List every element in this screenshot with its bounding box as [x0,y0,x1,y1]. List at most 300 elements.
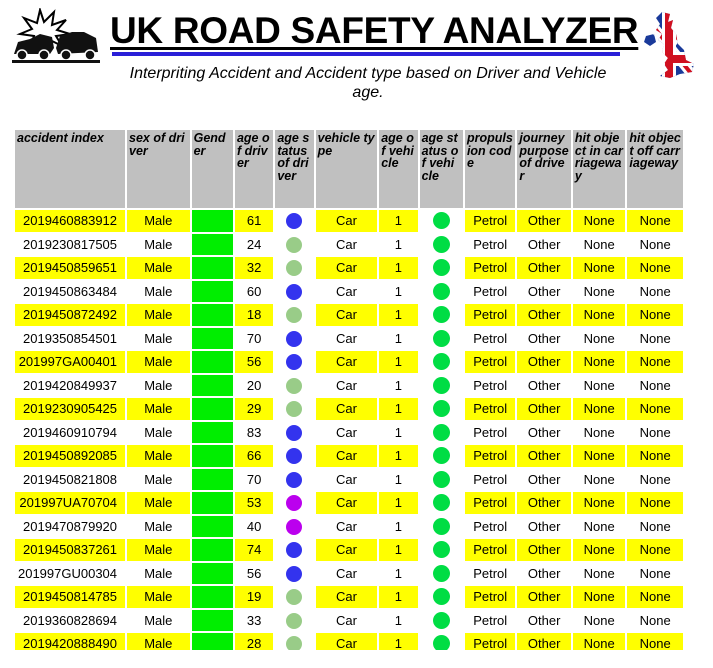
hit-object-in-cell: None [573,422,625,444]
hit-object-in-cell: None [573,328,625,350]
hit-object-off-cell: None [627,469,683,491]
vehicle-age-cell: 1 [379,563,417,585]
driver-age-cell: 32 [235,257,273,279]
column-header: journey purpose of driver [517,130,570,208]
hit-object-off-cell: None [627,281,683,303]
propulsion-cell: Petrol [465,210,515,232]
vehicle-age-status-cell [420,563,463,585]
vehicle-status-dot-icon [433,236,450,253]
hit-object-off-cell: None [627,563,683,585]
vehicle-age-cell: 1 [379,398,417,420]
vehicle-age-status-cell [420,445,463,467]
driver-age-status-cell [275,328,313,350]
table-row [15,398,683,420]
driver-age-cell: 19 [235,586,273,608]
gender-cell [192,281,233,303]
vehicle-age-cell: 1 [379,610,417,632]
propulsion-cell: Petrol [465,563,515,585]
driver-age-cell: 60 [235,281,273,303]
hit-object-off-cell: None [627,304,683,326]
journey-purpose-cell: Other [517,422,570,444]
uk-map-flag-icon [640,10,698,82]
vehicle-age-cell: 1 [379,586,417,608]
driver-age-status-cell [275,586,313,608]
accident-index-cell: 2019450863484 [15,281,125,303]
vehicle-age-status-cell [420,351,463,373]
propulsion-cell: Petrol [465,398,515,420]
gender-cell [192,445,233,467]
column-header: accident index [15,130,125,208]
vehicle-status-dot-icon [433,447,450,464]
propulsion-cell: Petrol [465,257,515,279]
sex-cell: Male [127,210,190,232]
status-dot-icon [286,472,302,488]
propulsion-cell: Petrol [465,633,515,650]
sex-cell: Male [127,586,190,608]
journey-purpose-cell: Other [517,398,570,420]
propulsion-cell: Petrol [465,445,515,467]
column-header: age of vehicle [379,130,417,208]
sex-cell: Male [127,492,190,514]
status-dot-icon [286,566,302,582]
propulsion-cell: Petrol [465,469,515,491]
sex-cell: Male [127,375,190,397]
propulsion-cell: Petrol [465,328,515,350]
hit-object-in-cell: None [573,610,625,632]
sex-cell: Male [127,234,190,256]
status-dot-icon [286,401,302,417]
hit-object-in-cell: None [573,563,625,585]
driver-age-cell: 18 [235,304,273,326]
hit-object-off-cell: None [627,492,683,514]
driver-age-status-cell [275,445,313,467]
vehicle-type-cell: Car [316,610,378,632]
vehicle-age-cell: 1 [379,351,417,373]
propulsion-cell: Petrol [465,422,515,444]
sex-cell: Male [127,633,190,650]
table-row [15,563,683,585]
vehicle-age-cell: 1 [379,234,417,256]
vehicle-age-status-cell [420,398,463,420]
propulsion-cell: Petrol [465,234,515,256]
table-row [15,328,683,350]
vehicle-age-status-cell [420,469,463,491]
vehicle-age-cell: 1 [379,469,417,491]
vehicle-age-cell: 1 [379,445,417,467]
sex-cell: Male [127,398,190,420]
vehicle-status-dot-icon [433,212,450,229]
hit-object-in-cell: None [573,304,625,326]
driver-age-status-cell [275,469,313,491]
status-dot-icon [286,260,302,276]
vehicle-type-cell: Car [316,304,378,326]
hit-object-off-cell: None [627,539,683,561]
gender-cell [192,304,233,326]
gender-cell [192,351,233,373]
column-header: hit object off carriageway [627,130,683,208]
status-dot-icon [286,519,302,535]
vehicle-type-cell: Car [316,445,378,467]
hit-object-off-cell: None [627,234,683,256]
driver-age-cell: 28 [235,633,273,650]
accident-index-cell: 2019350854501 [15,328,125,350]
driver-age-cell: 66 [235,445,273,467]
table-row [15,234,683,256]
accident-index-cell: 2019450872492 [15,304,125,326]
hit-object-off-cell: None [627,257,683,279]
vehicle-age-status-cell [420,281,463,303]
sex-cell: Male [127,351,190,373]
hit-object-in-cell: None [573,281,625,303]
status-dot-icon [286,284,302,300]
sex-cell: Male [127,516,190,538]
column-header: vehicle type [316,130,378,208]
vehicle-type-cell: Car [316,586,378,608]
accident-index-cell: 2019460910794 [15,422,125,444]
journey-purpose-cell: Other [517,351,570,373]
driver-age-status-cell [275,375,313,397]
status-dot-icon [286,542,302,558]
vehicle-status-dot-icon [433,588,450,605]
status-dot-icon [286,237,302,253]
hit-object-in-cell: None [573,257,625,279]
table-row [15,610,683,632]
vehicle-type-cell: Car [316,422,378,444]
gender-cell [192,563,233,585]
gender-cell [192,328,233,350]
hit-object-in-cell: None [573,586,625,608]
vehicle-status-dot-icon [433,330,450,347]
vehicle-type-cell: Car [316,539,378,561]
driver-age-status-cell [275,210,313,232]
status-dot-icon [286,448,302,464]
hit-object-off-cell: None [627,610,683,632]
vehicle-age-status-cell [420,210,463,232]
hit-object-in-cell: None [573,492,625,514]
sex-cell: Male [127,469,190,491]
vehicle-age-cell: 1 [379,516,417,538]
gender-cell [192,234,233,256]
propulsion-cell: Petrol [465,492,515,514]
journey-purpose-cell: Other [517,445,570,467]
driver-age-status-cell [275,633,313,650]
accident-index-cell: 2019450821808 [15,469,125,491]
table-row [15,469,683,491]
journey-purpose-cell: Other [517,304,570,326]
vehicle-type-cell: Car [316,375,378,397]
journey-purpose-cell: Other [517,539,570,561]
journey-purpose-cell: Other [517,610,570,632]
status-dot-icon [286,425,302,441]
propulsion-cell: Petrol [465,539,515,561]
vehicle-type-cell: Car [316,234,378,256]
table-row [15,210,683,232]
sex-cell: Male [127,281,190,303]
vehicle-age-status-cell [420,234,463,256]
table-row [15,492,683,514]
sex-cell: Male [127,257,190,279]
vehicle-age-cell: 1 [379,257,417,279]
status-dot-icon [286,613,302,629]
journey-purpose-cell: Other [517,586,570,608]
vehicle-type-cell: Car [316,281,378,303]
vehicle-status-dot-icon [433,400,450,417]
gender-cell [192,586,233,608]
table-row [15,633,683,650]
journey-purpose-cell: Other [517,563,570,585]
journey-purpose-cell: Other [517,516,570,538]
accident-index-cell: 2019470879920 [15,516,125,538]
accident-index-cell: 2019420849937 [15,375,125,397]
vehicle-status-dot-icon [433,541,450,558]
hit-object-in-cell: None [573,516,625,538]
accident-index-cell: 201997UA70704 [15,492,125,514]
vehicle-status-dot-icon [433,518,450,535]
driver-age-status-cell [275,492,313,514]
vehicle-age-cell: 1 [379,492,417,514]
status-dot-icon [286,636,302,650]
hit-object-in-cell: None [573,445,625,467]
gender-cell [192,610,233,632]
hit-object-in-cell: None [573,375,625,397]
hit-object-off-cell: None [627,328,683,350]
vehicle-status-dot-icon [433,612,450,629]
driver-age-status-cell [275,304,313,326]
driver-age-cell: 70 [235,328,273,350]
vehicle-status-dot-icon [433,353,450,370]
hit-object-off-cell: None [627,445,683,467]
hit-object-off-cell: None [627,375,683,397]
driver-age-status-cell [275,563,313,585]
driver-age-status-cell [275,539,313,561]
vehicle-age-cell: 1 [379,210,417,232]
vehicle-type-cell: Car [316,257,378,279]
vehicle-type-cell: Car [316,328,378,350]
column-header: hit object in carriageway [573,130,625,208]
vehicle-type-cell: Car [316,351,378,373]
vehicle-age-status-cell [420,328,463,350]
column-header: sex of driver [127,130,190,208]
table-body [15,210,683,650]
vehicle-age-status-cell [420,375,463,397]
journey-purpose-cell: Other [517,257,570,279]
column-header: Gender [192,130,233,208]
driver-age-cell: 70 [235,469,273,491]
journey-purpose-cell: Other [517,281,570,303]
hit-object-in-cell: None [573,539,625,561]
gender-cell [192,633,233,650]
driver-age-status-cell [275,257,313,279]
vehicle-age-cell: 1 [379,633,417,650]
hit-object-off-cell: None [627,210,683,232]
status-dot-icon [286,495,302,511]
vehicle-type-cell: Car [316,563,378,585]
hit-object-off-cell: None [627,586,683,608]
accident-index-cell: 2019450814785 [15,586,125,608]
driver-age-cell: 83 [235,422,273,444]
driver-age-cell: 20 [235,375,273,397]
sex-cell: Male [127,610,190,632]
vehicle-status-dot-icon [433,565,450,582]
vehicle-type-cell: Car [316,469,378,491]
vehicle-type-cell: Car [316,633,378,650]
gender-cell [192,516,233,538]
gender-cell [192,257,233,279]
journey-purpose-cell: Other [517,234,570,256]
hit-object-in-cell: None [573,351,625,373]
journey-purpose-cell: Other [517,469,570,491]
vehicle-age-status-cell [420,422,463,444]
accident-table [15,130,683,650]
driver-age-cell: 24 [235,234,273,256]
sex-cell: Male [127,445,190,467]
journey-purpose-cell: Other [517,375,570,397]
driver-age-status-cell [275,516,313,538]
accident-index-cell: 2019230817505 [15,234,125,256]
table-header-row [15,130,683,208]
hit-object-off-cell: None [627,398,683,420]
status-dot-icon [286,378,302,394]
page-header [0,0,713,118]
column-header: age status of vehicle [420,130,463,208]
gender-cell [192,539,233,561]
gender-cell [192,492,233,514]
gender-cell [192,422,233,444]
vehicle-age-status-cell [420,492,463,514]
vehicle-status-dot-icon [433,494,450,511]
hit-object-off-cell: None [627,422,683,444]
vehicle-age-cell: 1 [379,328,417,350]
hit-object-off-cell: None [627,633,683,650]
driver-age-status-cell [275,351,313,373]
vehicle-type-cell: Car [316,492,378,514]
table-row [15,281,683,303]
accident-table-container [15,130,683,650]
vehicle-age-status-cell [420,257,463,279]
propulsion-cell: Petrol [465,304,515,326]
driver-age-status-cell [275,234,313,256]
status-dot-icon [286,589,302,605]
column-header: age of driver [235,130,273,208]
accident-index-cell: 2019460883912 [15,210,125,232]
vehicle-status-dot-icon [433,259,450,276]
journey-purpose-cell: Other [517,328,570,350]
sex-cell: Male [127,304,190,326]
vehicle-status-dot-icon [433,283,450,300]
table-row [15,516,683,538]
journey-purpose-cell: Other [517,492,570,514]
propulsion-cell: Petrol [465,610,515,632]
vehicle-type-cell: Car [316,210,378,232]
table-row [15,586,683,608]
page-title: UK ROAD SAFETY ANALYZER [110,10,639,51]
status-dot-icon [286,354,302,370]
sex-cell: Male [127,539,190,561]
table-row [15,304,683,326]
driver-age-cell: 33 [235,610,273,632]
vehicle-status-dot-icon [433,635,450,650]
table-row [15,351,683,373]
hit-object-off-cell: None [627,516,683,538]
hit-object-off-cell: None [627,351,683,373]
vehicle-age-status-cell [420,610,463,632]
hit-object-in-cell: None [573,234,625,256]
table-row [15,445,683,467]
vehicle-age-cell: 1 [379,375,417,397]
propulsion-cell: Petrol [465,351,515,373]
driver-age-status-cell [275,610,313,632]
vehicle-status-dot-icon [433,424,450,441]
accident-index-cell: 201997GA00401 [15,351,125,373]
hit-object-in-cell: None [573,210,625,232]
vehicle-age-status-cell [420,304,463,326]
column-header: age status of driver [275,130,313,208]
propulsion-cell: Petrol [465,586,515,608]
driver-age-cell: 56 [235,351,273,373]
table-row [15,375,683,397]
sex-cell: Male [127,563,190,585]
vehicle-age-cell: 1 [379,539,417,561]
status-dot-icon [286,331,302,347]
vehicle-age-status-cell [420,539,463,561]
propulsion-cell: Petrol [465,375,515,397]
column-header: propulsion code [465,130,515,208]
vehicle-age-status-cell [420,586,463,608]
page-subtitle: Interpriting Accident and Accident type based on Driver and Vehicle age. [129,65,607,101]
sex-cell: Male [127,328,190,350]
accident-index-cell: 2019450892085 [15,445,125,467]
vehicle-type-cell: Car [316,516,378,538]
hit-object-in-cell: None [573,633,625,650]
gender-cell [192,398,233,420]
gender-cell [192,210,233,232]
driver-age-cell: 53 [235,492,273,514]
vehicle-status-dot-icon [433,377,450,394]
driver-age-cell: 29 [235,398,273,420]
vehicle-age-cell: 1 [379,304,417,326]
vehicle-type-cell: Car [316,398,378,420]
status-dot-icon [286,307,302,323]
table-row [15,422,683,444]
driver-age-cell: 74 [235,539,273,561]
vehicle-status-dot-icon [433,471,450,488]
vehicle-age-cell: 1 [379,281,417,303]
gender-cell [192,375,233,397]
driver-age-status-cell [275,398,313,420]
hit-object-in-cell: None [573,398,625,420]
table-row [15,539,683,561]
hit-object-in-cell: None [573,469,625,491]
gender-cell [192,469,233,491]
accident-index-cell: 2019420888490 [15,633,125,650]
title-underline [112,52,620,56]
accident-index-cell: 2019450859651 [15,257,125,279]
sex-cell: Male [127,422,190,444]
vehicle-status-dot-icon [433,306,450,323]
accident-index-cell: 2019450837261 [15,539,125,561]
journey-purpose-cell: Other [517,210,570,232]
propulsion-cell: Petrol [465,281,515,303]
driver-age-cell: 56 [235,563,273,585]
car-crash-icon [10,8,102,66]
vehicle-age-cell: 1 [379,422,417,444]
accident-index-cell: 2019230905425 [15,398,125,420]
table-row [15,257,683,279]
driver-age-status-cell [275,422,313,444]
accident-index-cell: 201997GU00304 [15,563,125,585]
driver-age-status-cell [275,281,313,303]
status-dot-icon [286,213,302,229]
